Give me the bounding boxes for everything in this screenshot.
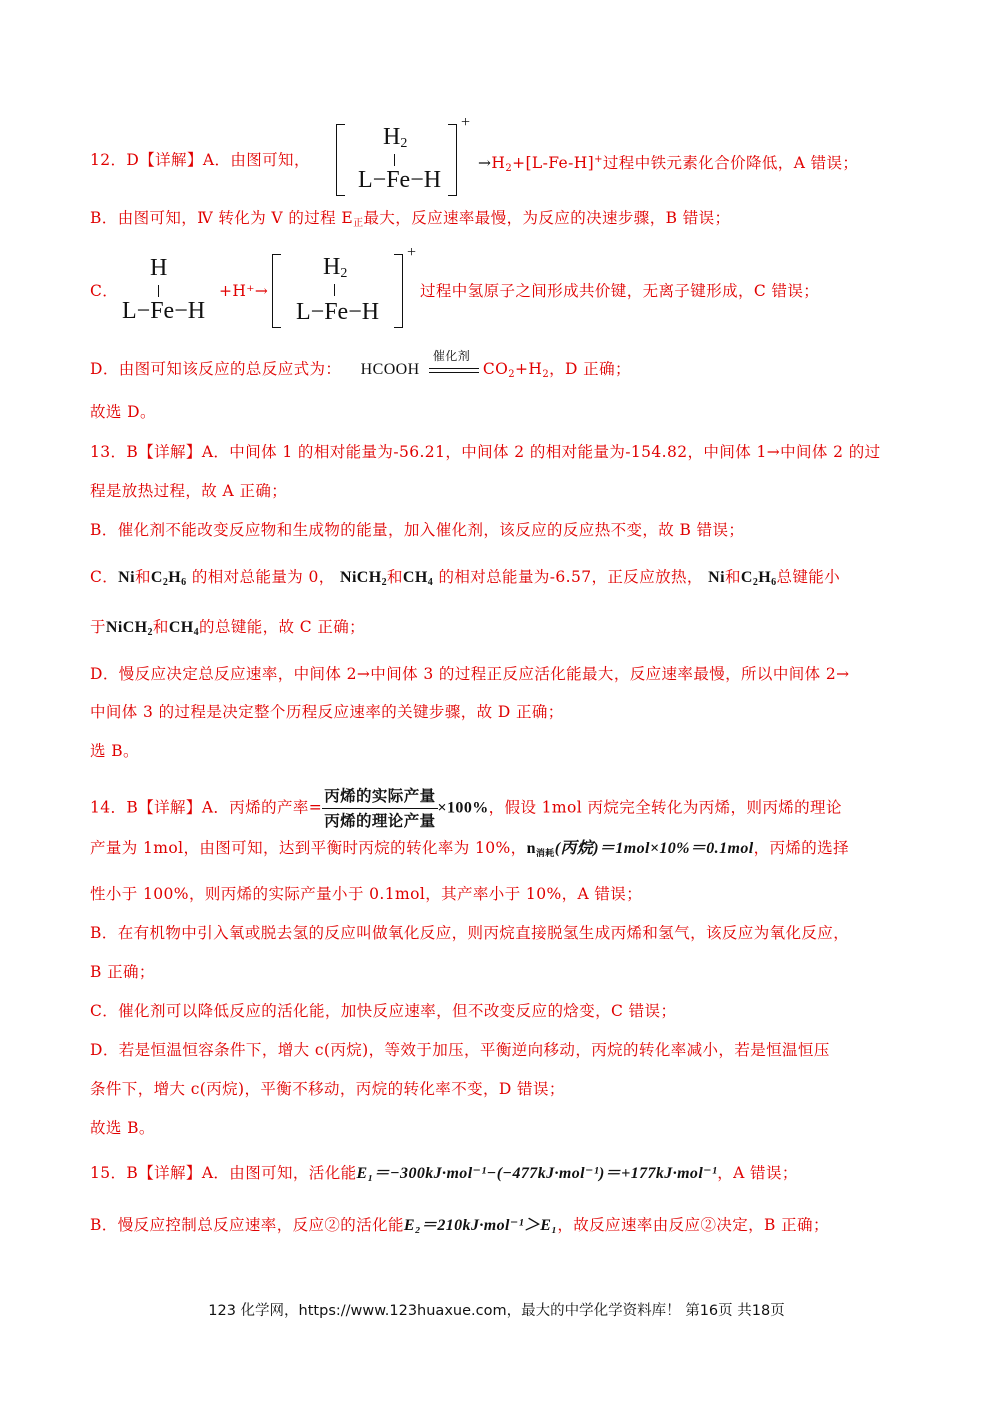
right-bracket: [448, 124, 457, 196]
q13-line-5: 于NiCH$_2$和$CH_4$的总键能，故 C 正确；: [90, 618, 366, 638]
q12-answer: 故选 D。: [90, 403, 156, 421]
q12-line-a: [90, 149, 310, 171]
fe-h-h-structure: [118, 253, 228, 328]
q12-line-a-tail: $\to H_2+[L-Fe-H]^+$过程中铁元素化合价降低，A 错误；: [478, 154, 859, 174]
q12-line-b: B．由图可知，Ⅳ 转化为 Ⅴ 的过程 $E_正$最大，反应速率最慢，为反应的决速步骤，B 错误；: [90, 209, 731, 229]
q14-line-2: 产量为 1mol，由图可知，达到平衡时丙烷的转化率为 10%，$n_{消耗}$(丙烷)＝1mol×10%＝0.1mol，丙烯的选择: [90, 839, 849, 858]
q14-line-8: 条件下，增大 c(丙烷)，平衡不移动，丙烷的转化率不变，D 错误；: [90, 1080, 565, 1098]
reactant: HCOOH: [360, 361, 420, 378]
bond-line: [394, 154, 395, 166]
charge-plus: +: [407, 244, 417, 261]
fe-h2-complex-structure-2: [266, 244, 417, 330]
q13-line-7: 中间体 3 的过程是决定整个历程反应速率的关键步骤，故 D 正确；: [90, 703, 564, 721]
q12-line-c-prefix: C．: [90, 282, 119, 300]
bond-line: [334, 284, 335, 296]
h-label: H: [150, 255, 168, 281]
q13-line-1: 13．B【详解】A．中间体 1 的相对能量为-56.21，中间体 2 的相对能量为-154.82，中间体 1→中间体 2 的过: [90, 443, 881, 461]
q13-line-6: D．慢反应决定总反应速率，中间体 2→中间体 3 的过程正反应活化能最大，反应速率最慢，所以中间体 2→: [90, 665, 850, 683]
q14-answer: 故选 B。: [90, 1119, 155, 1137]
l-fe-h-label: L−Fe−H: [296, 299, 380, 325]
q12-a-prefix: 12．D【详解】A．由图可知，: [90, 151, 310, 169]
h2-label: $H_2$: [323, 254, 348, 281]
h2-label: $H_2$: [383, 124, 408, 151]
l-fe-h-label: L−Fe−H: [358, 167, 442, 193]
l-fe-h-label: L−Fe−H: [122, 298, 206, 324]
q14-line-4: B．在有机物中引入氧或脱去氢的反应叫做氧化反应，则丙烷直接脱氢生成丙烯和氢气，该反应为氧化反应，: [90, 924, 850, 942]
q13-line-2: 程是放热过程，故 A 正确；: [90, 482, 288, 500]
q15-line-2: B．慢反应控制总反应速率，反应②的活化能E₂＝210kJ·mol⁻¹＞E₁，故反应速率由反应②决定，B 正确；: [90, 1216, 829, 1234]
right-bracket: [394, 254, 403, 328]
yield-fraction: $\frac{\text{丙烯的实际产量}}{\text{丙烯的理论产量}}$: [324, 786, 436, 830]
q13-line-4: C．Ni和$C_2H_6$ 的相对总能量为 0， NiCH$_2$和$CH_4$ 的相对总能量为-6.57，正反应放热， Ni和$C_2H_6$总键能小: [90, 568, 841, 588]
bond-line: [158, 285, 159, 297]
catalyst-arrow: 催化剂: [429, 359, 479, 381]
q14-line-7: D．若是恒温恒容条件下，增大 c(丙烷)，等效于加压，平衡逆向移动，丙烷的转化率减小，若是恒温恒压: [90, 1041, 830, 1059]
q14-line-1: 14．B【详解】A．丙烯的产率= $\frac{\text{丙烯的实际产量}}{\text{丙烯的理论产量}}$ ×100%，假设 1mol 丙烷完全转化为丙烯，则丙烯的理论: [90, 786, 842, 830]
q12-line-c-tail: 过程中氢原子之间形成共价键，无离子键形成，C 错误；: [420, 282, 820, 300]
q13-answer: 选 B。: [90, 742, 139, 760]
left-bracket: [272, 254, 281, 328]
q14-line-5: B 正确；: [90, 963, 155, 981]
charge-plus: +: [461, 114, 471, 131]
page-footer: 123 化学网，https://www.123huaxue.com，最大的中学化学资料库！ 第16页 共18页: [208, 1303, 785, 1319]
q12-line-d: D．由图可知该反应的总反应式为： HCOOH 催化剂 $CO_2+H_2$，D 正确；: [90, 349, 631, 380]
left-bracket: [336, 124, 345, 196]
q14-line-6: C．催化剂可以降低反应的活化能，加快反应速率，但不改变反应的焓变，C 错误；: [90, 1002, 677, 1020]
q15-line-1: 15．B【详解】A．由图可知，活化能E₁＝−300kJ·mol⁻¹−(−477kJ·mol⁻¹)＝+177kJ·mol⁻¹，A 错误；: [90, 1164, 798, 1182]
fe-h2-complex-structure: [330, 114, 480, 197]
q13-line-3: B．催化剂不能改变反应物和生成物的能量，加入催化剂，该反应的反应热不变，故 B 错误；: [90, 521, 745, 539]
q14-line-3: 性小于 100%，则丙烯的实际产量小于 0.1mol，其产率小于 10%，A 错误；: [90, 885, 643, 903]
q12-line-c-mid: +H⁺→: [219, 282, 269, 300]
